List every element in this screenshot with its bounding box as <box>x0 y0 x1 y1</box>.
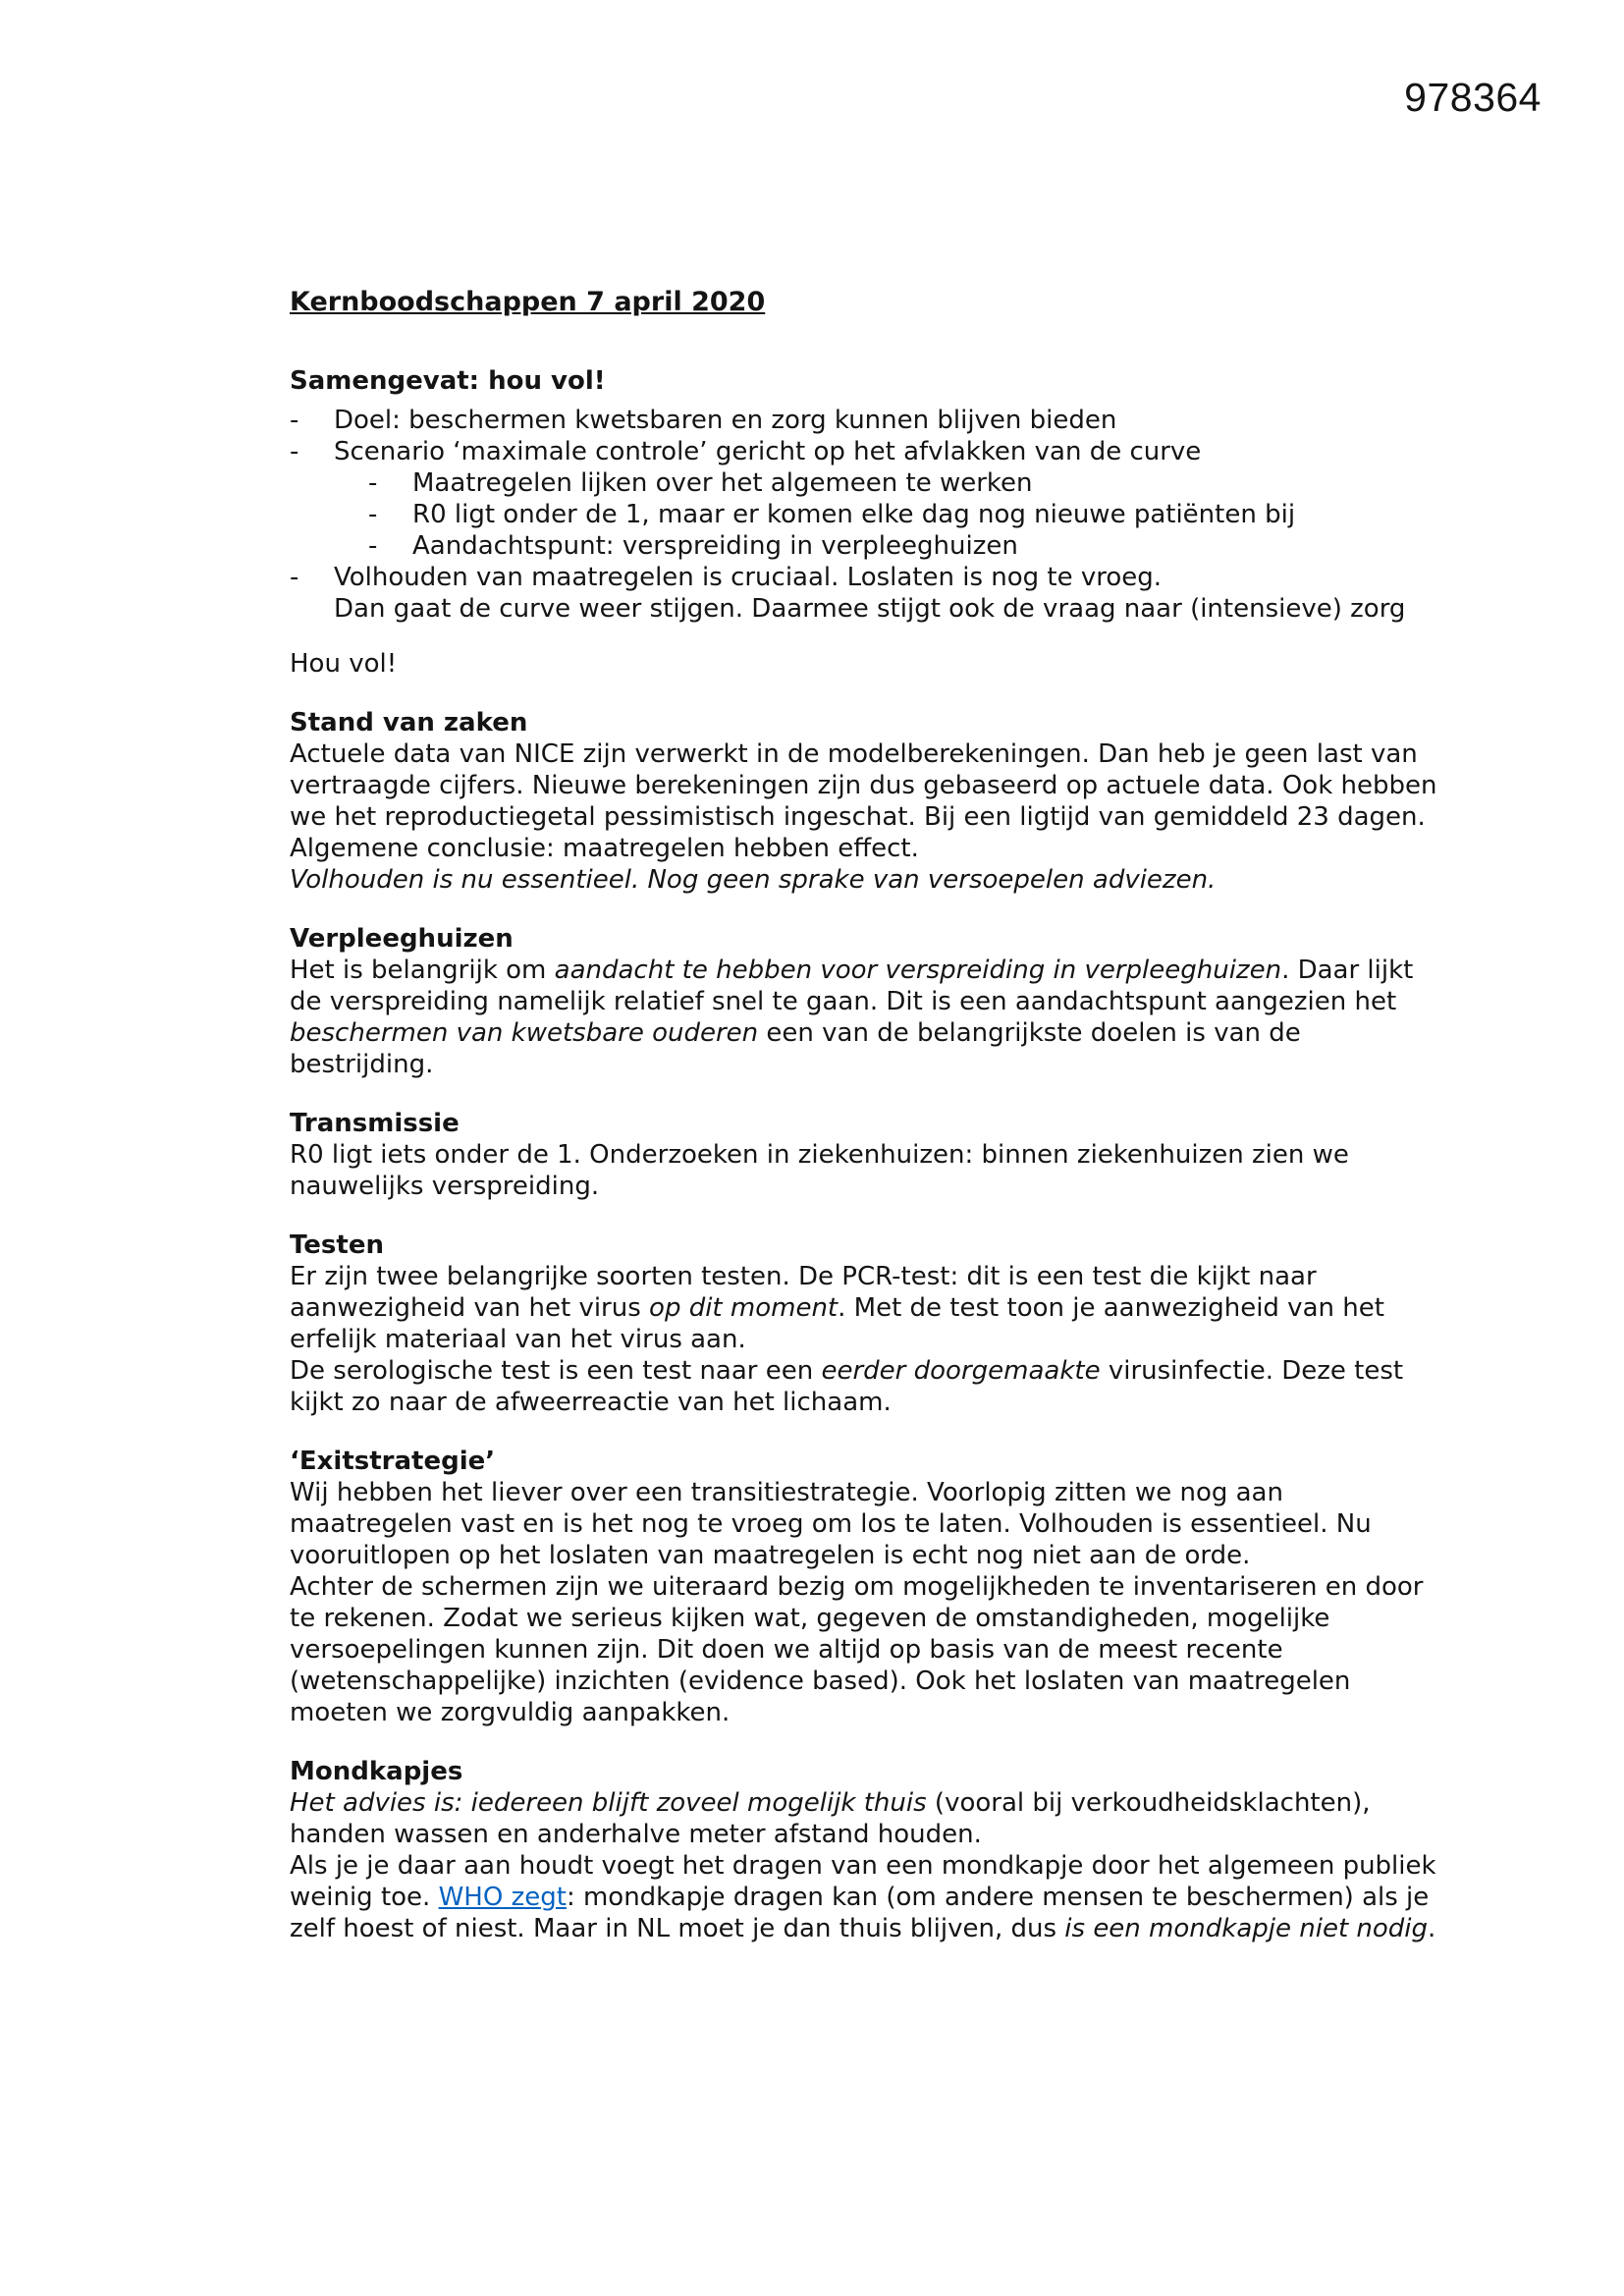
bullet-text: Aandachtspunt: verspreiding in verpleeghuizen <box>412 531 1018 561</box>
bullet-dash: - <box>290 437 299 466</box>
section-paragraph <box>290 955 1448 1080</box>
italic-run: beschermen van kwetsbare ouderen <box>290 1018 759 1048</box>
section-heading-stand-van-zaken: Stand van zaken <box>290 708 528 738</box>
section-paragraph: Actuele data van NICE zijn verwerkt in de modelberekeningen. Dan heb je geen last van vertraagde cijfers. Nieuwe berekeningen zijn dus gebaseerd op actuele data. Ook hebben we het reproductiegetal pessimistisch ingeschat. Bij een ligtijd van gemiddeld 23 dagen. Algemene conclusie: maatregelen hebben effect. <box>290 739 1437 863</box>
bullet-text: Scenario ‘maximale controle’ gericht op het afvlakken van de curve <box>334 437 1202 466</box>
bullet-item <box>290 436 1448 467</box>
bullet-item <box>368 467 1448 499</box>
section-paragraph <box>290 1787 1448 1850</box>
italic-run: eerder doorgemaakte <box>821 1356 1101 1386</box>
summary-heading: Samengevat: hou vol! <box>290 366 606 396</box>
bullet-dash: - <box>368 500 378 529</box>
bullet-item <box>368 499 1448 530</box>
italic-run: aandacht te hebben voor verspreiding in verpleeghuizen <box>554 956 1282 985</box>
bullet-text: Volhouden van maatregelen is cruciaal. Loslaten is nog te vroeg. <box>334 563 1163 592</box>
section-paragraph <box>290 1355 1448 1418</box>
page-number: 978364 <box>1404 75 1542 120</box>
bullet-text: Maatregelen lijken over het algemeen te werken <box>412 468 1033 498</box>
bullet-dash: - <box>290 406 299 435</box>
bullet-item <box>368 530 1448 562</box>
bullet-dash: - <box>368 468 378 498</box>
text-run: virusinfectie. Deze test kijkt zo naar de afweerreactie van het lichaam. <box>290 1356 1404 1417</box>
text-run: een van de belangrijkste doelen is van de bestrijding. <box>290 1018 1301 1079</box>
text-run: De serologische test is een test naar een <box>290 1356 822 1386</box>
bullet-item <box>290 562 1448 593</box>
text-run: . <box>1428 1914 1436 1943</box>
bullet-dash: - <box>290 563 299 592</box>
section-paragraph <box>290 1261 1448 1355</box>
bullet-text: R0 ligt onder de 1, maar er komen elke dag nog nieuwe patiënten bij <box>412 500 1296 529</box>
bullet-continuation <box>334 593 1448 625</box>
italic-run: Het advies is: iedereen blijft zoveel mogelijk thuis <box>290 1788 927 1818</box>
bullet-text: Dan gaat de curve weer stijgen. Daarmee stijgt ook de vraag naar (intensieve) zorg <box>334 594 1406 624</box>
closing-text: Hou vol! <box>290 649 398 679</box>
text-run: . Met de test toon je aanwezigheid van het erfelijk materiaal van het virus aan. <box>290 1293 1384 1354</box>
summary-bullet-list <box>290 405 1448 625</box>
section-paragraph <box>290 1850 1448 1944</box>
section-paragraph: R0 ligt iets onder de 1. Onderzoeken in ziekenhuizen: binnen ziekenhuizen zien we nauwelijks verspreiding. <box>290 1140 1349 1201</box>
bullet-item <box>290 405 1448 436</box>
text-run: : mondkapje dragen kan (om andere mensen te beschermen) als je zelf hoest of niest. Maar in NL moet je dan thuis blijven, dus <box>290 1883 1430 1943</box>
document-content <box>290 287 1448 1944</box>
page-title: Kernboodschappen 7 april 2020 <box>290 287 766 317</box>
section-heading-verpleeghuizen: Verpleeghuizen <box>290 924 514 954</box>
section-heading-testen: Testen <box>290 1230 384 1260</box>
italic-note: Volhouden is nu essentieel. Nog geen sprake van versoepelen adviezen. <box>290 865 1217 895</box>
text-run: . Daar lijkt de verspreiding namelijk relatief snel te gaan. Dit is een aandachtspunt aangezien het <box>290 956 1414 1016</box>
section-paragraph: Achter de schermen zijn we uiteraard bezig om mogelijkheden te inventariseren en door te rekenen. Zodat we serieus kijken wat, gegeven de omstandigheden, mogelijke versoepelingen kunnen zijn. Dit doen we altijd op basis van de meest recente (wetenschappelijke) inzichten (evidence based). Ook het loslaten van maatregelen moeten we zorgvuldig aanpakken. <box>290 1572 1424 1727</box>
italic-run: op dit moment <box>649 1293 839 1323</box>
italic-run: is een mondkapje niet nodig <box>1064 1914 1429 1943</box>
text-run: Er zijn twee belangrijke soorten testen. De PCR-test: dit is een test die kijkt naar aanwezigheid van het virus <box>290 1262 1317 1323</box>
text-run: Het is belangrijk om <box>290 956 555 985</box>
section-paragraph: Wij hebben het liever over een transitiestrategie. Voorlopig zitten we nog aan maatregelen vast en is het nog te vroeg om los te laten. Volhouden is essentieel. Nu vooruitlopen op het loslaten van maatregelen is echt nog niet aan de orde. <box>290 1478 1372 1570</box>
text-run: Als je je daar aan houdt voegt het dragen van een mondkapje door het algemeen publiek weinig toe. <box>290 1851 1436 1912</box>
section-heading-exitstrategie: ‘Exitstrategie’ <box>290 1447 496 1476</box>
bullet-dash: - <box>368 531 378 561</box>
section-heading-mondkapjes: Mondkapjes <box>290 1757 463 1786</box>
who-zegt-link[interactable]: WHO zegt <box>438 1883 567 1912</box>
bullet-text: Doel: beschermen kwetsbaren en zorg kunnen blijven bieden <box>334 406 1117 435</box>
section-heading-transmissie: Transmissie <box>290 1109 460 1138</box>
text-run: (vooral bij verkoudheidsklachten), handen wassen en anderhalve meter afstand houden. <box>290 1788 1371 1849</box>
